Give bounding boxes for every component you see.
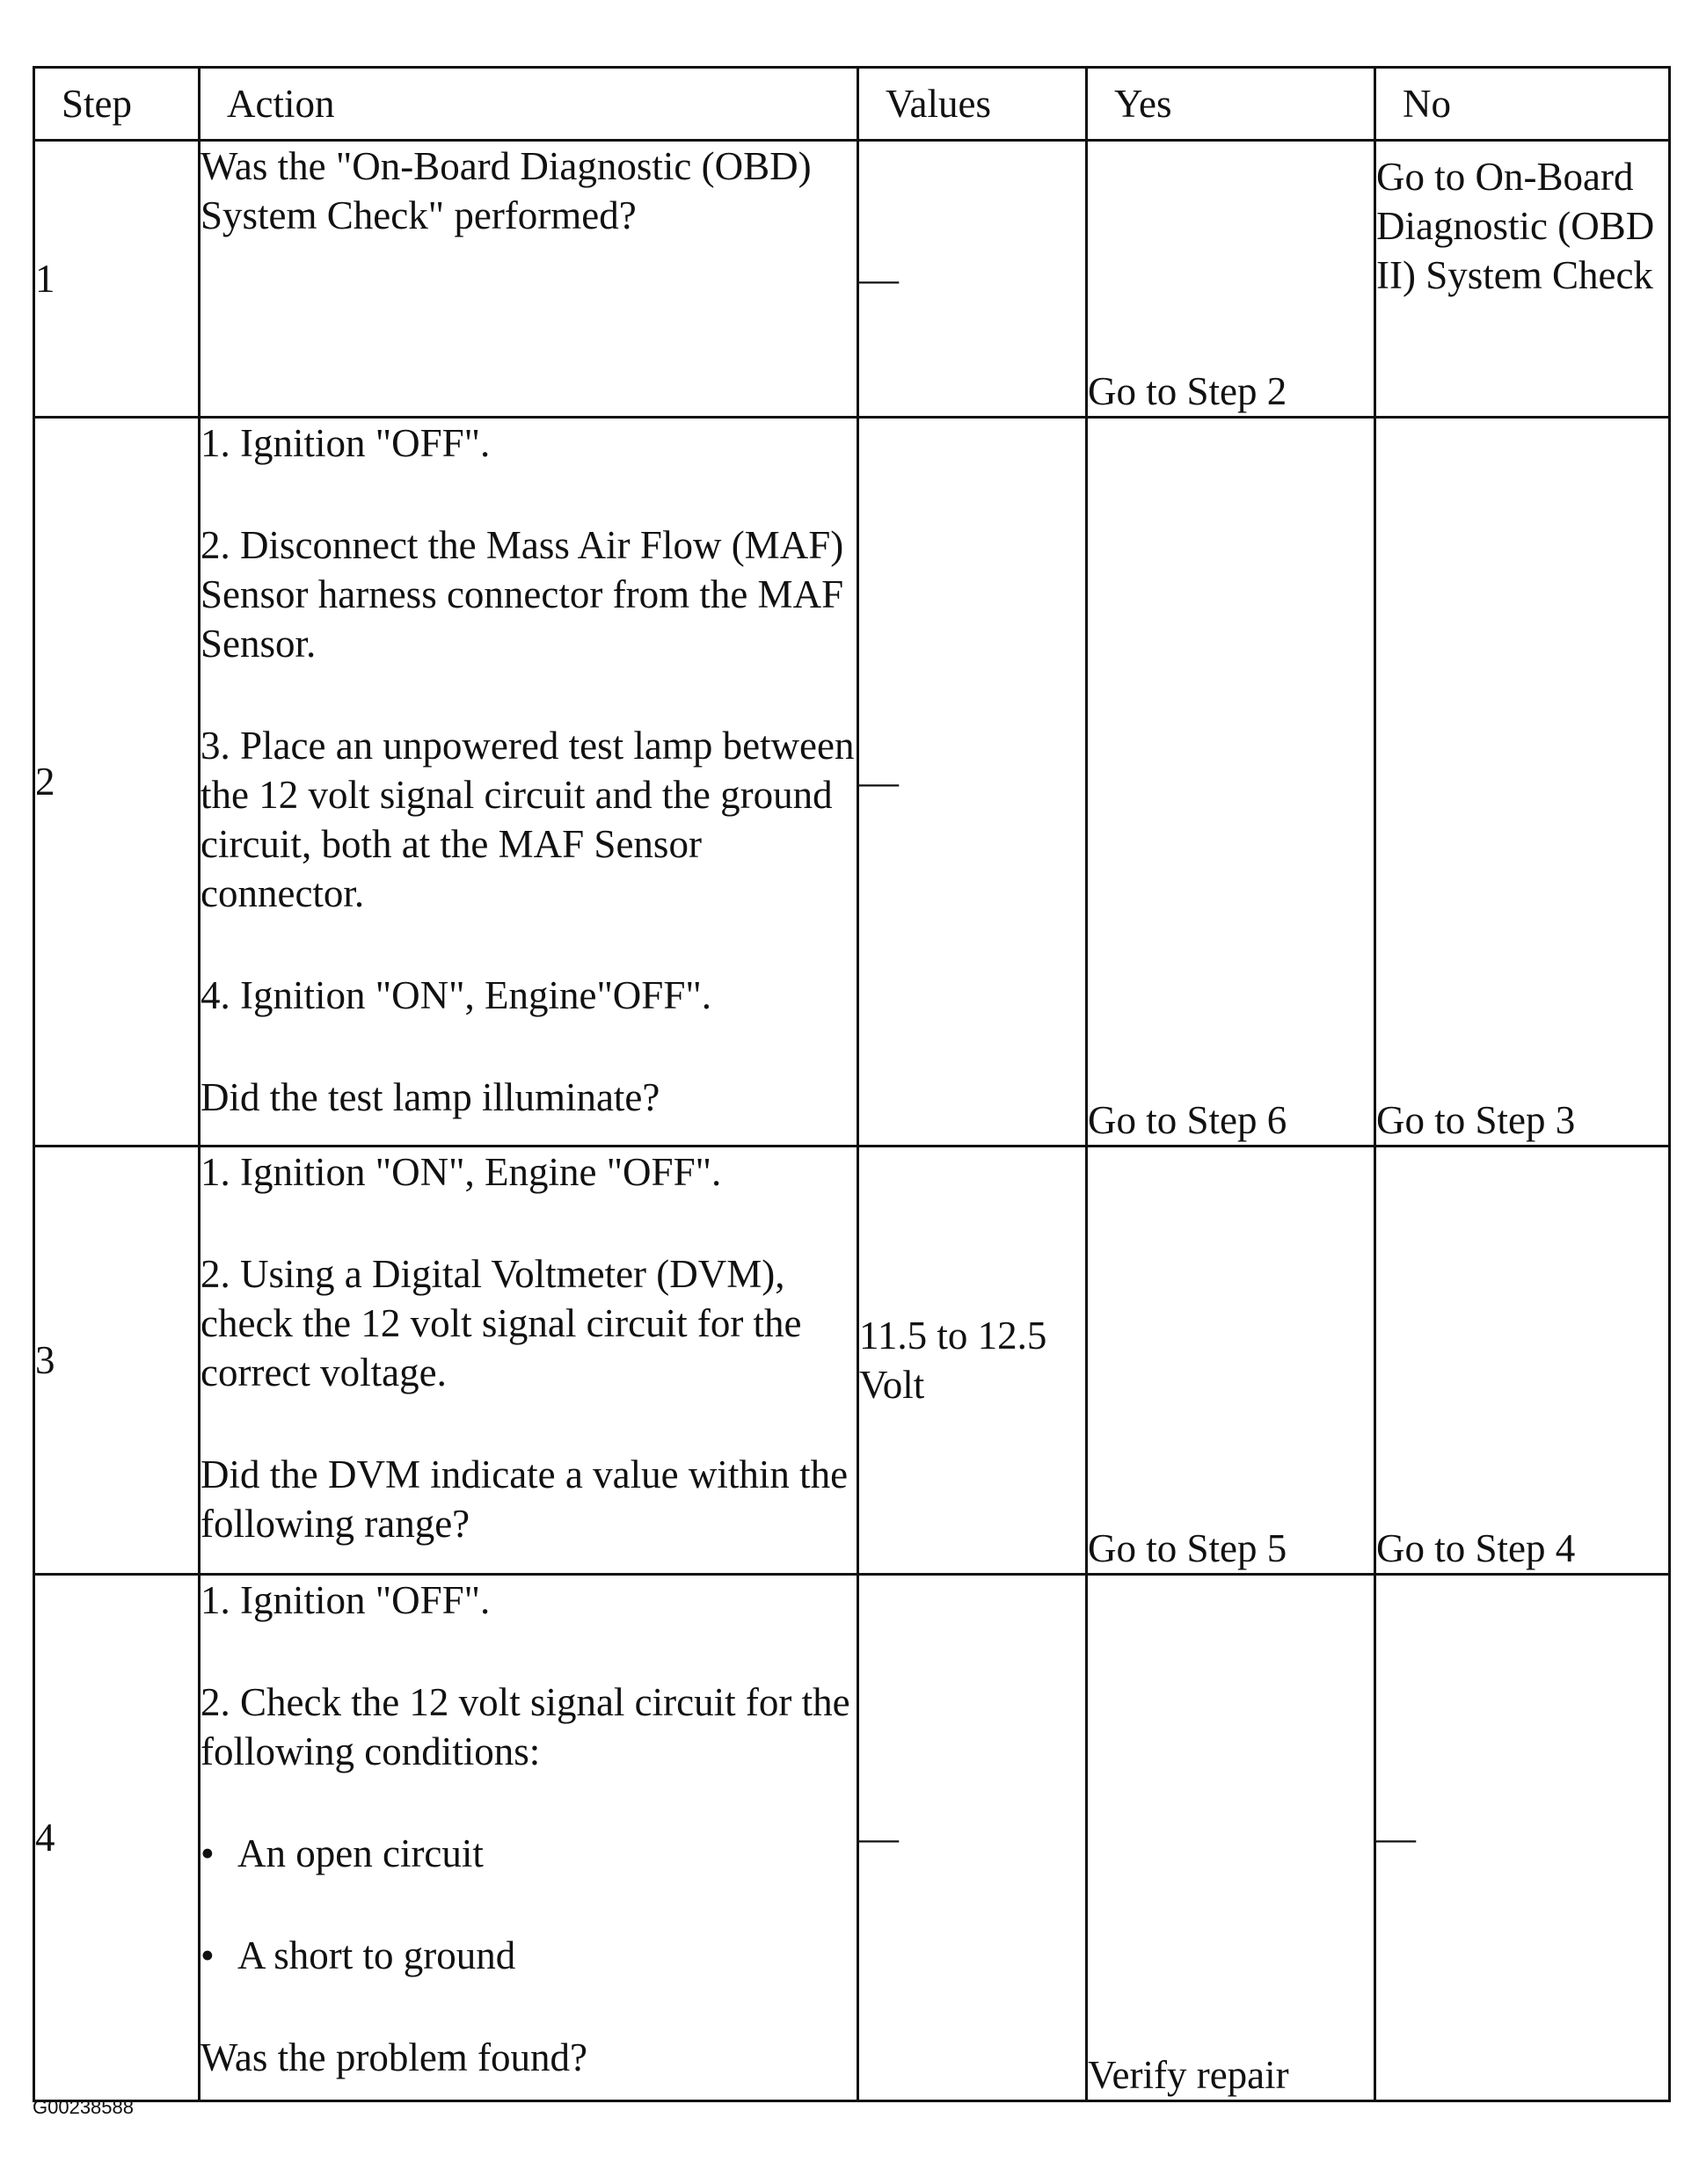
no-cell: Go to Step 3 xyxy=(1375,418,1670,1147)
table-row xyxy=(34,141,1670,418)
values-cell: — xyxy=(858,141,1087,418)
action-text: 1. Ignition "OFF". xyxy=(200,1578,491,1622)
no-cell: Go to Step 4 xyxy=(1375,1147,1670,1575)
action-cell xyxy=(200,1147,858,1575)
action-text: 4. Ignition "ON", Engine"OFF". xyxy=(200,973,711,1017)
header-yes: Yes xyxy=(1087,68,1375,141)
values-cell: 11.5 to 12.5 Volt xyxy=(858,1147,1087,1575)
action-cell xyxy=(200,418,858,1147)
header-row xyxy=(34,68,1670,141)
bullet-text: A short to ground xyxy=(237,1933,516,1977)
yes-cell: Go to Step 2 xyxy=(1087,141,1375,418)
bullet-icon: • xyxy=(200,1933,215,1977)
action-cell xyxy=(200,141,858,418)
figure-id-caption: G00238588 xyxy=(33,2096,134,2118)
action-cell xyxy=(200,1575,858,2101)
header-no: No xyxy=(1375,68,1670,141)
header-action: Action xyxy=(200,68,858,141)
yes-cell: Verify repair xyxy=(1087,1575,1375,2101)
values-cell: — xyxy=(858,418,1087,1147)
step-number: 3 xyxy=(34,1147,200,1575)
step-number: 1 xyxy=(34,141,200,418)
no-cell: Go to On-Board Diagnostic (OBD II) System Check xyxy=(1375,141,1670,418)
header-step: Step xyxy=(34,68,200,141)
values-cell: — xyxy=(858,1575,1087,2101)
action-question: Did the DVM indicate a value within the following range? xyxy=(200,1452,849,1546)
table-row xyxy=(34,418,1670,1147)
table-row xyxy=(34,1575,1670,2101)
bullet-text: An open circuit xyxy=(237,1831,484,1875)
action-text: 2. Check the 12 volt signal circuit for the following conditions: xyxy=(200,1680,850,1773)
yes-cell: Go to Step 6 xyxy=(1087,418,1375,1147)
action-text: 1. Ignition "ON", Engine "OFF". xyxy=(200,1150,722,1194)
action-text: Was the "On-Board Diagnostic (OBD) System Check" performed? xyxy=(200,144,812,237)
step-number: 4 xyxy=(34,1575,200,2101)
bullet-item xyxy=(200,1829,857,1878)
table-row xyxy=(34,1147,1670,1575)
action-text: 1. Ignition "OFF". xyxy=(200,421,491,465)
bullet-item xyxy=(200,1931,857,1980)
action-question: Was the problem found? xyxy=(200,2035,588,2079)
bullet-icon: • xyxy=(200,1831,215,1875)
step-number: 2 xyxy=(34,418,200,1147)
header-values: Values xyxy=(858,68,1087,141)
action-text: 3. Place an unpowered test lamp between the 12 volt signal circuit and the ground circuit, both at the MAF Sensor connector. xyxy=(200,724,855,915)
action-text: 2. Disconnect the Mass Air Flow (MAF) Sensor harness connector from the MAF Sensor. xyxy=(200,523,844,666)
action-text: 2. Using a Digital Voltmeter (DVM), check the 12 volt signal circuit for the correct voltage. xyxy=(200,1252,802,1394)
yes-cell: Go to Step 5 xyxy=(1087,1147,1375,1575)
no-cell: — xyxy=(1375,1575,1670,2101)
action-question: Did the test lamp illuminate? xyxy=(200,1075,660,1119)
diagnostic-table xyxy=(33,66,1671,2102)
